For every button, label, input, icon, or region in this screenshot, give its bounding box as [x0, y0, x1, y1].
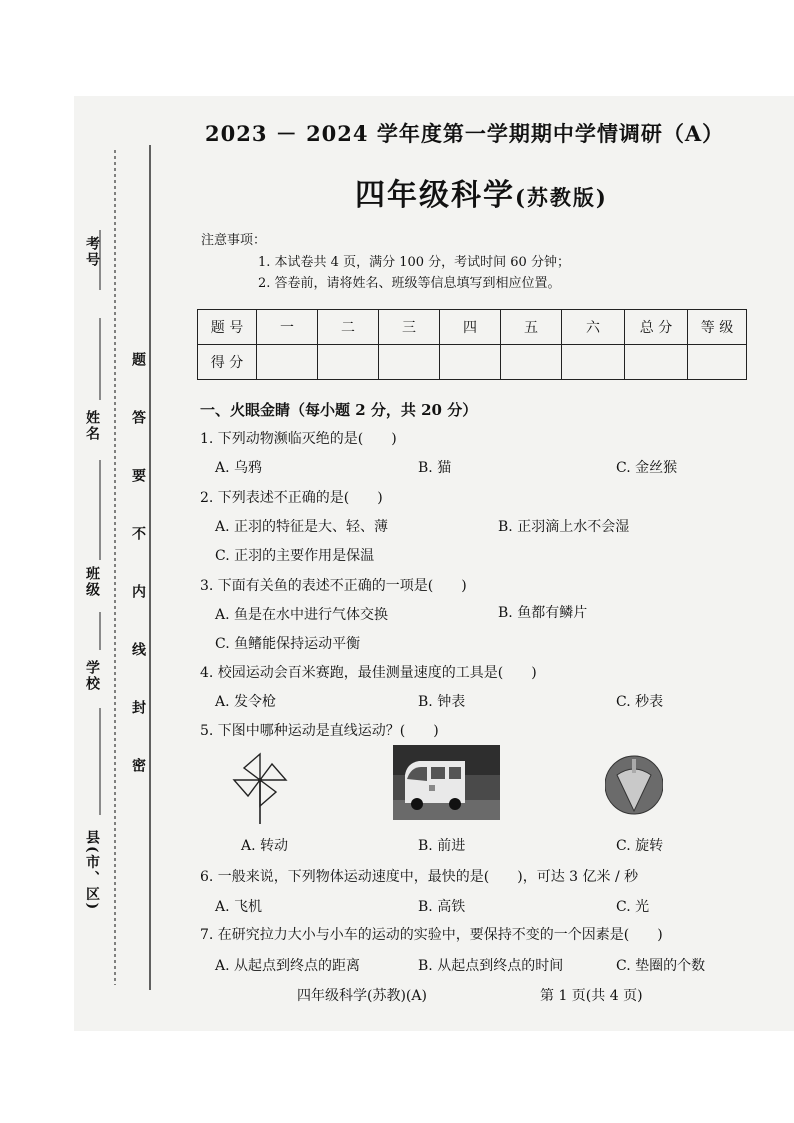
option-b[interactable]: B. 鱼都有鳞片 [498, 605, 588, 621]
seal-char: 答 [130, 410, 146, 426]
option-c[interactable]: C. 旋转 [616, 838, 664, 854]
seal-char: 内 [130, 584, 146, 600]
option-b[interactable]: B. 猫 [418, 460, 452, 476]
option-c[interactable]: C. 金丝猴 [616, 460, 678, 476]
question-6: 6. 一般来说，下列物体运动速度中，最快的是( )，可达 3 亿米 / 秒 [200, 869, 639, 885]
score-table-header: 六 [562, 310, 625, 345]
score-cell[interactable] [688, 345, 747, 380]
score-table-header: 五 [501, 310, 562, 345]
score-cell[interactable] [318, 345, 379, 380]
ambulance-photo [393, 745, 500, 820]
seal-char: 密 [130, 758, 146, 774]
score-cell[interactable] [501, 345, 562, 380]
class-label: 班级 [84, 566, 100, 598]
question-2: 2. 下列表述不正确的是( ) [200, 490, 383, 506]
score-table-header: 题 号 [198, 310, 257, 345]
option-b[interactable]: B. 正羽滴上水不会湿 [498, 519, 630, 535]
name-label: 姓名 [84, 410, 100, 442]
seal-char: 封 [130, 700, 146, 716]
seal-char: 线 [130, 642, 146, 658]
option-a[interactable]: A. 正羽的特征是大、轻、薄 [215, 519, 389, 535]
score-table-header: 四 [440, 310, 501, 345]
school-label: 学校 [84, 660, 100, 692]
score-cell[interactable] [379, 345, 440, 380]
option-a[interactable]: A. 转动 [241, 838, 289, 854]
notice-item: 2. 答卷前，请将姓名、班级等信息填写到相应位置。 [258, 276, 561, 291]
page-number: 第 1 页(共 4 页) [540, 988, 643, 1004]
option-c[interactable]: C. 鱼鳍能保持运动平衡 [215, 636, 361, 652]
score-cell[interactable] [257, 345, 318, 380]
spinning-top-photo [605, 745, 663, 823]
question-1: 1. 下列动物濒临灭绝的是( ) [200, 431, 397, 447]
pinwheel-image [232, 750, 288, 824]
score-table [197, 309, 747, 380]
option-b[interactable]: B. 从起点到终点的时间 [418, 958, 564, 974]
section-title: 一、火眼金睛（每小题 2 分，共 20 分） [200, 401, 478, 419]
option-b[interactable]: B. 前进 [418, 838, 466, 854]
question-3: 3. 下面有关鱼的表述不正确的一项是( ) [200, 578, 467, 594]
county-label: 县(市、区) [84, 830, 100, 912]
subject-name: 四年级科学 [355, 178, 515, 213]
notice-item: 1. 本试卷共 4 页，满分 100 分，考试时间 60 分钟； [258, 255, 570, 270]
edition-label: (苏教版) [515, 185, 608, 210]
seal-char: 不 [130, 526, 146, 542]
footer-subject: 四年级科学(苏教)(A) [297, 988, 427, 1004]
score-cell[interactable] [625, 345, 688, 380]
option-a[interactable]: A. 乌鸦 [215, 460, 263, 476]
seal-char: 题 [130, 352, 146, 368]
option-c[interactable]: C. 正羽的主要作用是保温 [215, 548, 375, 564]
question-5: 5. 下图中哪种运动是直线运动？( ) [200, 723, 439, 739]
option-c[interactable]: C. 秒表 [616, 694, 664, 710]
option-c[interactable]: C. 光 [616, 899, 650, 915]
option-a[interactable]: A. 鱼是在水中进行气体交换 [215, 607, 389, 623]
score-table-header: 一 [257, 310, 318, 345]
option-b[interactable]: B. 钟表 [418, 694, 466, 710]
option-a[interactable]: A. 发令枪 [215, 694, 277, 710]
exam-number-label: 考号 [84, 236, 100, 268]
notice-heading: 注意事项： [201, 233, 267, 248]
score-table-header: 三 [379, 310, 440, 345]
option-a[interactable]: A. 飞机 [215, 899, 263, 915]
question-7: 7. 在研究拉力大小与小车的运动的实验中，要保持不变的一个因素是( ) [200, 927, 663, 943]
subject-title [355, 170, 608, 214]
score-table-header: 等 级 [688, 310, 747, 345]
score-cell[interactable] [562, 345, 625, 380]
option-a[interactable]: A. 从起点到终点的距离 [215, 958, 361, 974]
exam-title: 2023 － 2024 学年度第一学期期中学情调研（A） [205, 121, 725, 146]
option-c[interactable]: C. 垫圈的个数 [616, 958, 706, 974]
score-table-header: 二 [318, 310, 379, 345]
seal-char: 要 [130, 468, 146, 484]
option-b[interactable]: B. 高铁 [418, 899, 466, 915]
score-table-header: 总 分 [625, 310, 688, 345]
score-row-label: 得 分 [198, 345, 257, 380]
binding-lines [0, 0, 200, 1123]
score-cell[interactable] [440, 345, 501, 380]
question-4: 4. 校园运动会百米赛跑，最佳测量速度的工具是( ) [200, 665, 537, 681]
